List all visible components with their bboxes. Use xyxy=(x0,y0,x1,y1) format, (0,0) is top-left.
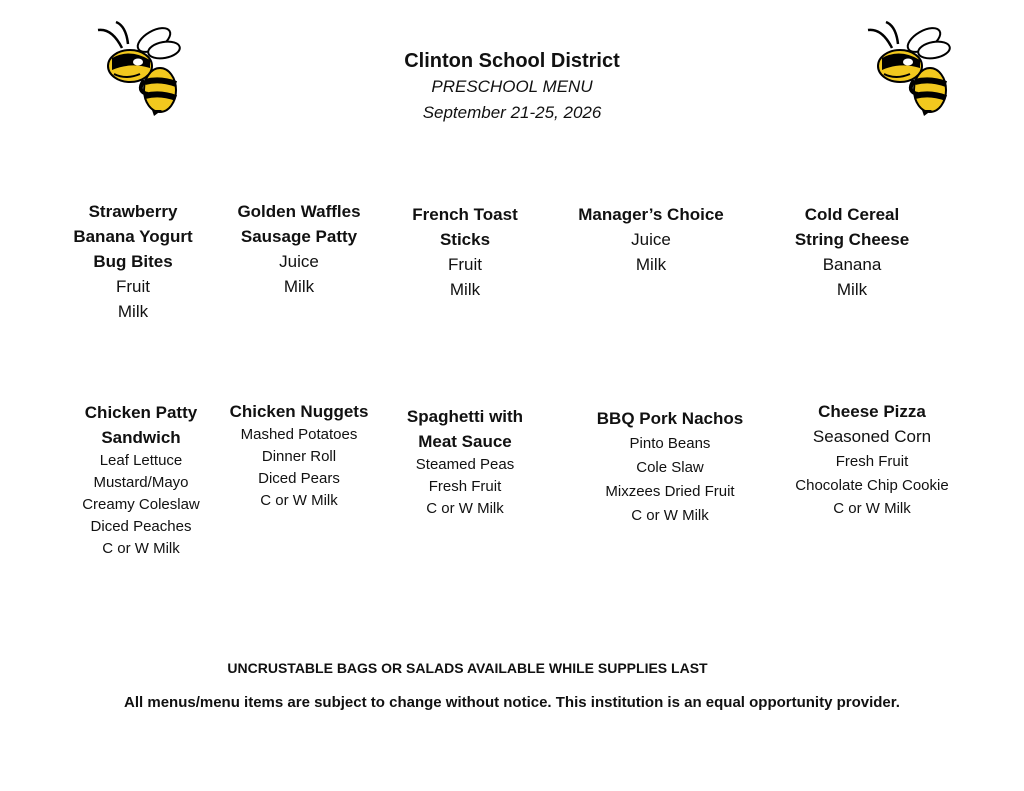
meal-item: Fruit xyxy=(116,277,150,296)
meal-item: Juice xyxy=(631,230,671,249)
meal-entree: Sticks xyxy=(439,230,491,249)
meal-item: Juice xyxy=(279,252,319,271)
meal-item: Dinner Roll xyxy=(261,448,337,465)
lunch-tuesday xyxy=(204,399,394,512)
breakfast-wednesday xyxy=(370,202,560,302)
meal-item: Pinto Beans xyxy=(629,435,711,452)
breakfast-monday xyxy=(38,199,228,324)
meal-item: Leaf Lettuce xyxy=(99,452,183,469)
meal-entree: Golden Waffles xyxy=(237,202,361,221)
meal-entree: Cold Cereal xyxy=(804,205,900,224)
meal-item: Seasoned Corn xyxy=(812,427,932,446)
meal-entree: BBQ Pork Nachos xyxy=(596,409,744,428)
meal-item: Milk xyxy=(117,302,149,321)
meal-entree: Banana Yogurt xyxy=(73,227,193,246)
meal-item: Fresh Fruit xyxy=(428,478,502,495)
breakfast-friday xyxy=(757,202,947,302)
meal-entree: French Toast xyxy=(412,205,518,224)
meal-item: Mixzees Dried Fruit xyxy=(605,483,735,500)
meal-item: Creamy Coleslaw xyxy=(82,496,200,513)
menu-name: PRESCHOOL MENU xyxy=(431,77,593,96)
meal-item: Milk xyxy=(283,277,315,296)
meal-entree: Sausage Patty xyxy=(240,227,358,246)
meal-item: Mashed Potatoes xyxy=(240,426,358,443)
meal-entree: Spaghetti with xyxy=(406,407,524,426)
meal-entree: Manager’s Choice xyxy=(578,205,724,224)
menu-header xyxy=(312,48,712,126)
meal-entree: Strawberry xyxy=(88,202,178,221)
meal-entree: Bug Bites xyxy=(93,252,173,271)
meal-item: C or W Milk xyxy=(102,540,180,557)
menu-dates: September 21-25, 2026 xyxy=(422,103,602,122)
meal-item: Milk xyxy=(635,255,667,274)
lunch-friday xyxy=(777,399,967,520)
lunch-wednesday xyxy=(370,404,560,520)
meal-entree: String Cheese xyxy=(794,230,910,249)
meal-item: Mustard/Mayo xyxy=(93,474,189,491)
meal-entree: Cheese Pizza xyxy=(818,402,926,421)
meal-item: Diced Pears xyxy=(258,470,340,487)
meal-item: Cole Slaw xyxy=(636,459,704,476)
meal-item: Milk xyxy=(836,280,868,299)
meal-item: Chocolate Chip Cookie xyxy=(795,477,949,494)
meal-item: Fruit xyxy=(448,255,482,274)
meal-item: Fresh Fruit xyxy=(835,453,909,470)
meal-item: C or W Milk xyxy=(833,500,911,517)
district-title: Clinton School District xyxy=(404,50,620,72)
yellow-jacket-mascot-icon xyxy=(862,18,962,118)
meal-entree: Meat Sauce xyxy=(418,432,512,451)
meal-item: C or W Milk xyxy=(260,492,338,509)
meal-item: Banana xyxy=(822,255,882,274)
meal-entree: Sandwich xyxy=(101,428,181,447)
meal-item: C or W Milk xyxy=(426,500,504,517)
meal-item: Milk xyxy=(449,280,481,299)
meal-item: C or W Milk xyxy=(631,507,709,524)
meal-entree: Chicken Patty xyxy=(84,403,198,422)
meal-entree: Chicken Nuggets xyxy=(229,402,369,421)
lunch-thursday xyxy=(575,406,765,527)
yellow-jacket-mascot-icon xyxy=(92,18,192,118)
meal-item: Steamed Peas xyxy=(415,456,515,473)
meal-item: Diced Peaches xyxy=(90,518,192,535)
breakfast-tuesday xyxy=(204,199,394,299)
breakfast-thursday xyxy=(556,202,746,277)
availability-notice: UNCRUSTABLE BAGS OR SALADS AVAILABLE WHILE SUPPLIES LAST xyxy=(227,660,708,676)
disclaimer-text: All menus/menu items are subject to change without notice. This institution is an equal opportunity provider. xyxy=(124,694,900,711)
